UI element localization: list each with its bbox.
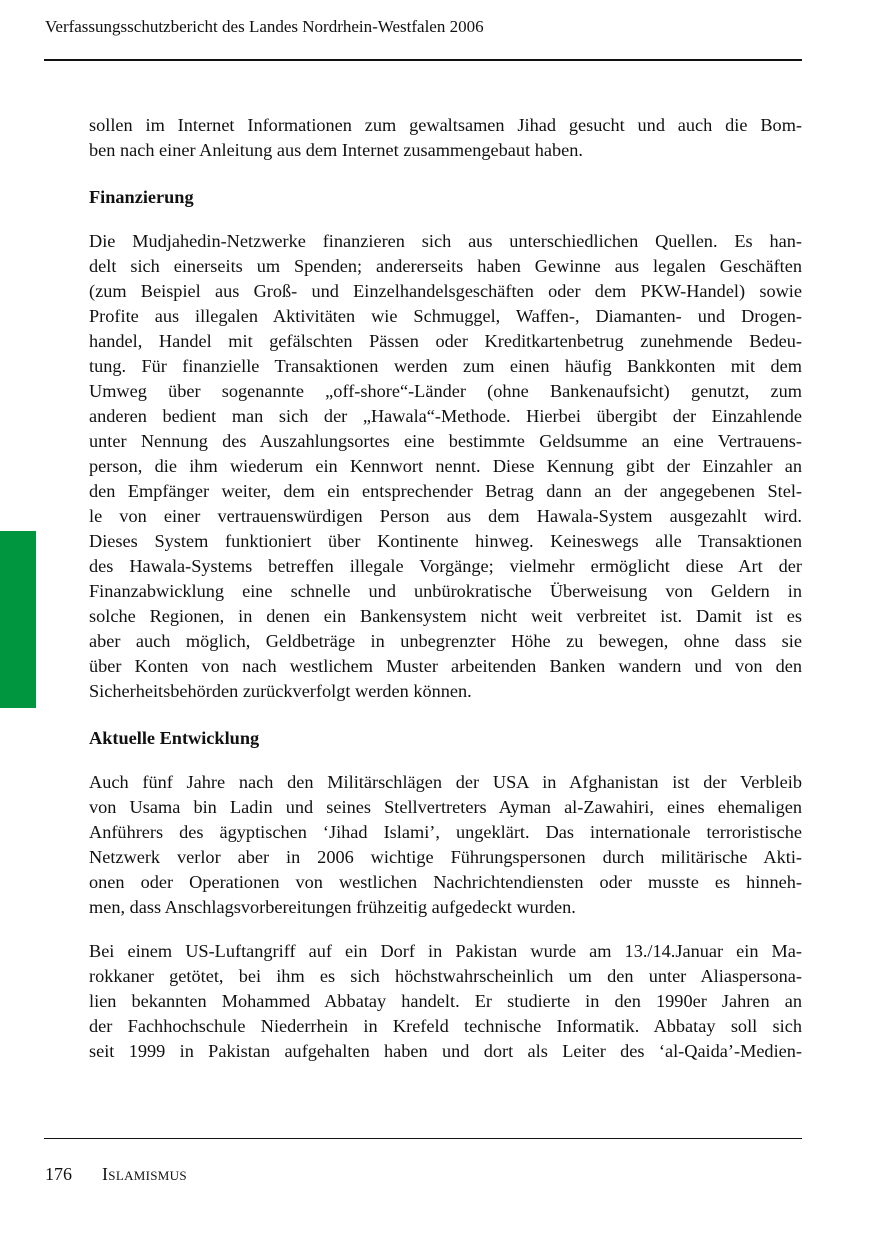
- text-line: über Konten von nach westlichem Muster arbeitenden Banken wandern und von den: [89, 656, 802, 676]
- text-line: Bei einem US-Luftangriff auf ein Dorf in Pakistan wurde am 13./14.Januar ein Ma-: [89, 941, 802, 961]
- page-body: [89, 113, 802, 1064]
- text-line: onen oder Operationen von westlichen Nachrichtendiensten oder musste es hinneh-: [89, 872, 802, 892]
- text-line: sollen im Internet Informationen zum gewaltsamen Jihad gesucht und auch die Bom-: [89, 115, 802, 135]
- text-line: rokkaner getötet, bei ihm es sich höchstwahrscheinlich um den unter Aliaspersona-: [89, 966, 802, 986]
- text-line: von Usama bin Ladin und seines Stellvertreters Ayman al-Zawahiri, eines ehemaligen: [89, 797, 802, 817]
- text-line: tung. Für finanzielle Transaktionen werden zum einen häufig Bankkonten mit dem: [89, 356, 802, 376]
- paragraph-intro: [89, 113, 802, 163]
- text-line: men, dass Anschlagsvorbereitungen frühzeitig aufgedeckt wurden.: [89, 897, 576, 917]
- heading-finanzierung: Finanzierung: [89, 187, 194, 207]
- text-line: Dieses System funktioniert über Kontinente hinweg. Keineswegs alle Transaktionen: [89, 531, 802, 551]
- heading-aktuelle-entwicklung: Aktuelle Entwicklung: [89, 728, 260, 748]
- paragraph-entwicklung-1: [89, 770, 802, 920]
- text-line: Auch fünf Jahre nach den Militärschlägen der USA in Afghanistan ist der Verbleib: [89, 772, 802, 792]
- text-line: Die Mudjahedin-Netzwerke finanzieren sich aus unterschiedlichen Quellen. Es han-: [89, 231, 802, 251]
- text-line: person, die ihm wiederum ein Kennwort nennt. Diese Kennung gibt der Einzahler an: [89, 456, 802, 476]
- text-line: le von einer vertrauenswürdigen Person aus dem Hawala-System ausgezahlt wird.: [89, 506, 802, 526]
- text-line: Umweg über sogenannte „off-shore“-Länder (ohne Bankenaufsicht) genutzt, zum: [89, 381, 802, 401]
- text-line: handel, Handel mit gefälschten Pässen oder Kreditkartenbetrug zunehmende Bedeu-: [89, 331, 802, 351]
- text-line: Sicherheitsbehörden zurückverfolgt werden können.: [89, 681, 472, 701]
- text-line: delt sich einerseits um Spenden; andererseits haben Gewinne aus legalen Geschäften: [89, 256, 802, 276]
- paragraph-entwicklung-2: [89, 939, 802, 1064]
- section-name: Islamismus: [102, 1164, 187, 1184]
- footer-rule: [44, 1138, 802, 1139]
- text-line: (zum Beispiel aus Groß- und Einzelhandelsgeschäften oder dem PKW-Handel) sowie: [89, 281, 802, 301]
- text-line: der Fachhochschule Niederrhein in Krefeld technische Informatik. Abbatay soll sich: [89, 1016, 802, 1036]
- text-line: des Hawala-Systems betreffen illegale Vorgänge; vielmehr ermöglicht diese Art der: [89, 556, 802, 576]
- section-marker-tab: [0, 531, 36, 708]
- text-line: seit 1999 in Pakistan aufgehalten haben und dort als Leiter des ‘al-Qaida’-Medien-: [89, 1041, 802, 1061]
- running-head: Verfassungsschutzbericht des Landes Nordrhein-Westfalen 2006: [45, 17, 484, 36]
- text-line: lien bekannten Mohammed Abbatay handelt. Er studierte in den 1990er Jahren an: [89, 991, 802, 1011]
- header-rule: [44, 59, 802, 61]
- page-number: 176: [45, 1164, 72, 1184]
- text-line: Anführers des ägyptischen ‘Jihad Islami’, ungeklärt. Das internationale terroristische: [89, 822, 802, 842]
- text-line: solche Regionen, in denen ein Bankensystem nicht weit verbreitet ist. Damit ist es: [89, 606, 802, 626]
- text-line: ben nach einer Anleitung aus dem Internet zusammengebaut haben.: [89, 140, 583, 160]
- text-line: anderen bedient man sich der „Hawala“-Methode. Hierbei übergibt der Einzahlende: [89, 406, 802, 426]
- text-line: unter Nennung des Auszahlungsortes eine bestimmte Geldsumme an eine Vertrauens-: [89, 431, 802, 451]
- paragraph-finanzierung: [89, 229, 802, 704]
- text-line: aber auch möglich, Geldbeträge in unbegrenzter Höhe zu bewegen, ohne dass sie: [89, 631, 802, 651]
- text-line: Finanzabwicklung eine schnelle und unbürokratische Überweisung von Geldern in: [89, 581, 802, 601]
- text-line: Profite aus illegalen Aktivitäten wie Schmuggel, Waffen-, Diamanten- und Drogen-: [89, 306, 802, 326]
- text-line: den Empfänger weiter, dem ein entsprechender Betrag dann an der angegebenen Stel-: [89, 481, 802, 501]
- text-line: Netzwerk verlor aber in 2006 wichtige Führungspersonen durch militärische Akti-: [89, 847, 802, 867]
